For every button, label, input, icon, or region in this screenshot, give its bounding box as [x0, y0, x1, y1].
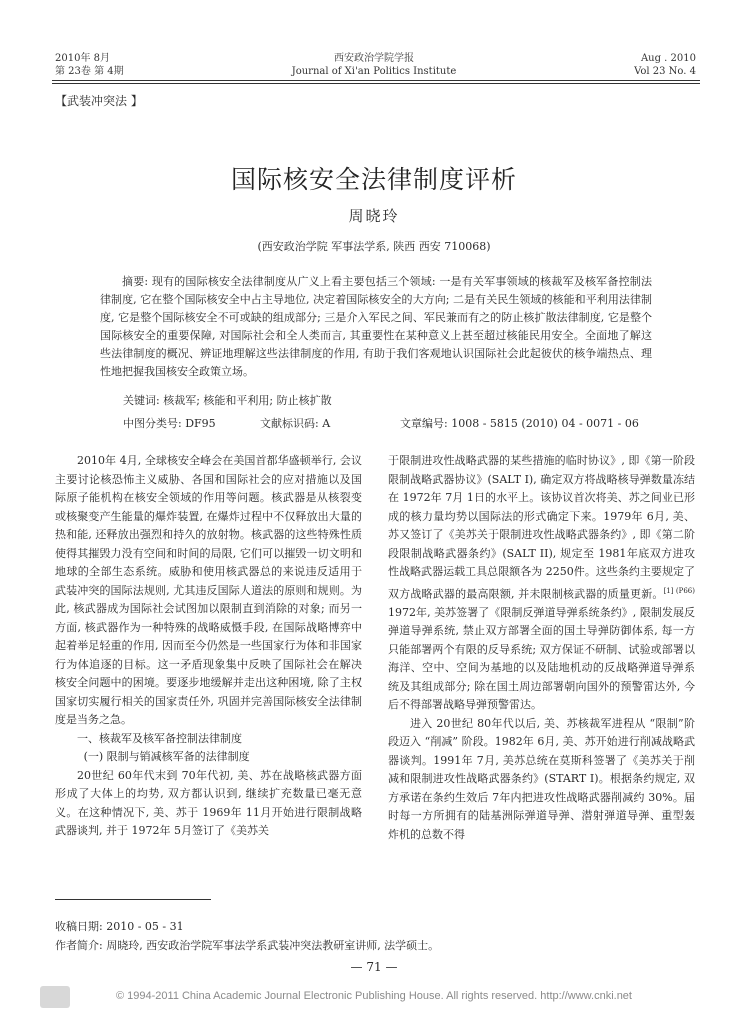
article-number: 文章编号: 1008 - 5815 (2010) 04 - 0071 - 06 [400, 417, 639, 430]
page-number: — 71 — [350, 960, 398, 974]
section-label: 【武装冲突法 】 [55, 94, 143, 108]
body-paragraph [388, 452, 695, 715]
header-rule-thin [52, 83, 700, 84]
subsection-heading: (一) 限制与销减核军备的法律制度 [83, 750, 250, 763]
article-author: 周晓玲 [348, 207, 400, 225]
copyright-footer: © 1994-2011 China Academic Journal Electronic Publishing House. All rights reserved. http://www.cnki.net [115, 990, 632, 1002]
header-date-en: Aug . 2010 [640, 53, 696, 64]
header-issue-info-en [634, 52, 696, 78]
author-bio: 作者简介: 周晓玲, 西安政治学院军事法学系武装冲突法教研室讲师, 法学硕士。 [55, 939, 440, 952]
clc-number: 中图分类号: DF95 [123, 417, 216, 430]
header-volume-en: Vol 23 No. 4 [634, 66, 696, 77]
keywords: 关键词: 核裁军; 核能和平利用; 防止核扩散 [123, 394, 332, 407]
body-column-left [55, 452, 362, 841]
header-volume: 第 23卷 第 4期 [55, 66, 124, 77]
citation-ref: [1] (P66) [663, 586, 695, 595]
body-column-right [388, 452, 695, 844]
body-text: 于限制进攻性战略武器的某些措施的临时协议》, 即《第一阶段限制战略武器协议》(SALT I), 确定双方将战略核导弹数量冻结在 1972年 7月 1日的水平上。该协议首次将美、苏之间业已形成的核力量均势以国际法的形式确定下来。1979年 6月, 美、苏又签订了《美苏关于限制进攻性战略武器条约》, 即《第二阶段限制战略武器条约》(SALT II), 规定至 1981年底双方进攻性战略武器运载工具总限额各为 2250件。这些条约主要规定了双方战略武器的最高限额, 并未限制核武器的质量更新。 [388, 454, 695, 601]
author-affiliation: (西安政治学院 军事法学系, 陕西 西安 710068) [257, 240, 491, 253]
article-title: 国际核安全法律制度评析 [230, 165, 517, 194]
header-date: 2010年 8月 [55, 53, 110, 64]
body-paragraph: 进入 20世纪 80年代以后, 美、苏核裁军进程从 “限制”阶段迈入 “削减” 阶段。1982年 6月, 美、苏开始进行削减战略武器谈判。1991年 7月, 美苏总统在莫斯科签署了《美苏关于削减和限制进攻性战略武器条约》(START I)。根据条约规定, 双方承诺在条约生效后 7年内把进攻性战略武器削减约 30%。届时每一方所拥有的陆基洲际弹道导弹、潜射弹道导弹、重型轰炸机的总数不得 [388, 716, 695, 841]
journal-name-en: Journal of Xi'an Politics Institute [291, 66, 457, 77]
journal-name-zh: 西安政治学院学报 [334, 53, 414, 64]
body-paragraph: 20世纪 60年代末到 70年代初, 美、苏在战略核武器方面形成了大体上的均势, 双方都认识到, 继续扩充数量已毫无意义。在这种情况下, 美、苏于 1969年 11月开始进行限制战略武器谈判, 并于 1972年 5月签订了《美苏关 [55, 768, 362, 837]
received-date: 收稿日期: 2010 - 05 - 31 [55, 920, 184, 933]
abstract: 摘要: 现有的国际核安全法律制度从广义上看主要包括三个领域: 一是有关军事领域的核裁军及核军备控制法律制度, 它在整个国际核安全中占主导地位, 决定着国际核安全的大方向; 二是有关民生领域的核能和平利用法律制度, 它是整个国际核安全不可或缺的组成部分; 三是介入军民之间、军民兼而有之的防止核扩散法律制度, 它是整个国际核安全的重要保障, 对国际社会和全人类而言, 其重要性在某种意义上甚至超过核能民用安全。全面地了解这些法律制度的概况、辨证地理解这些法律制度的作用, 有助于我们客观地认识国际社会此起彼伏的核争端热点、理性地把握我国核安全政策立场。 [100, 275, 652, 378]
document-code: 文献标识码: A [260, 417, 331, 430]
footnote-rule [55, 899, 211, 900]
section-heading: 一、核裁军及核军备控制法律制度 [77, 731, 242, 745]
body-paragraph: 2010年 4月, 全球核安全峰会在美国首都华盛顿举行, 会议主要讨论核恐怖主义威胁、各国和国际社会的应对措施以及国际原子能机构在核安全领域的作用等问题。核武器是从核裂变或核聚变产生能量的爆炸装置, 在爆炸过程中不仅释放出大量的热和能, 还释放出强烈和持久的放射物。核武器的这些特殊性质使得其摧毁力没有空间和时间的局限, 它们可以摧毁一切文明和地球的全部生态系统。威胁和使用核武器总的来说违反适用于武装冲突的国际法规则, 尤其违反国际人道法的原则和规则。为此, 核武器成为国际社会试图加以限制直到消除的对象; 而另一方面, 核武器作为一种特殊的战略威慑手段, 在国际战略博弈中起着举足轻重的作用, 因而至今仍然是一些国家行为体和非国家行为体追逐的目标。这一矛盾现象集中反映了国际社会在解决核安全问题中的困境。要逐步地缓解并走出这种困境, 除了主权国家切实履行相关的国家责任外, 巩固并完善国际核安全法律制度是当务之急。 [55, 454, 362, 726]
body-text: 1972年, 美苏签署了《限制反弹道导弹系统条约》, 限制发展反弹道导弹系统, 禁止双方部署全面的国土导弹防御体系, 每一方只能部署两个有限的反导系统; 双方保证不研制、试验或部署以海洋、空中、空间为基地的以及陆地机动的反战略弹道导弹系统及其组成部分; 除在国土周边部署朝向国外的预警雷达外, 今后不得部署战略导弹预警雷达。 [388, 605, 695, 712]
header-rule [52, 80, 700, 81]
